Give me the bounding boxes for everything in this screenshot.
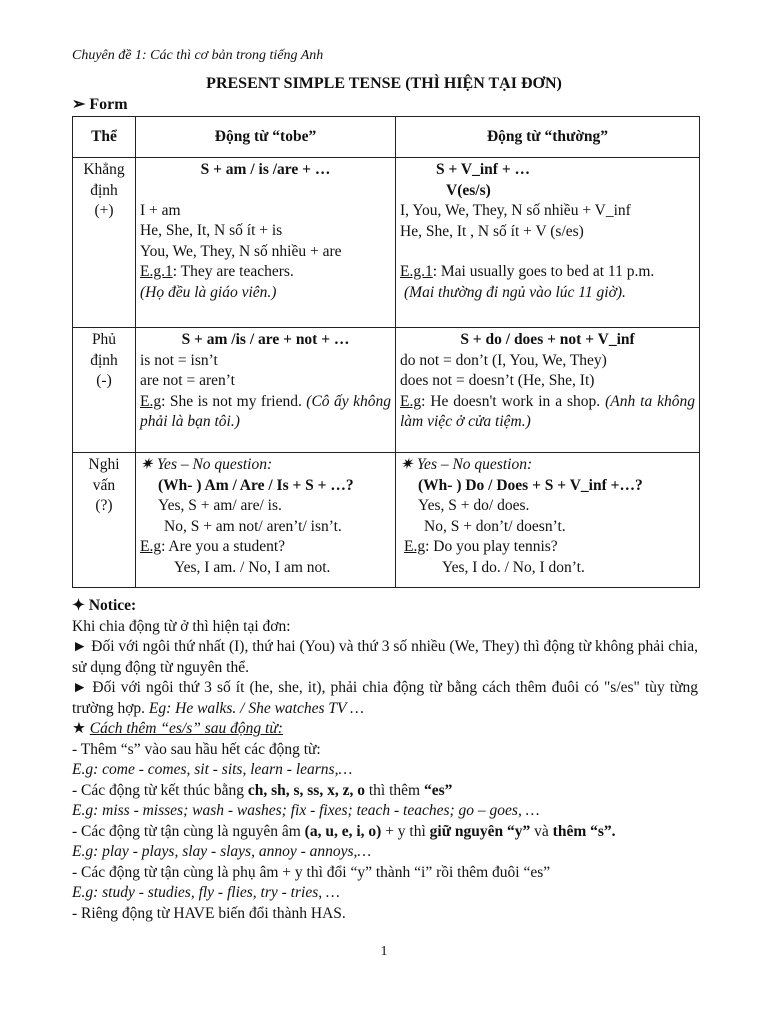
page-title: PRESENT SIMPLE TENSE (THÌ HIỆN TẠI ĐƠN) <box>206 75 562 92</box>
header-tobe: Động từ “tobe” <box>136 117 396 158</box>
affirmative-normal-cell: S + V_inf + … V(es/s) I, You, We, They, N số nhiều + V_inf He, She, It , N số ít + V (s/es) E.g.1: Mai usually goes to bed at 11 p.m. (Mai thường đi ngủ vào lúc 11 giờ). <box>396 158 700 328</box>
affirmative-normal-translation: (Mai thường đi ngủ vào lúc 11 giờ). <box>404 283 626 301</box>
interrogative-normal-formula: (Wh- ) Do / Does + S + V_inf +…? <box>418 476 643 494</box>
rule-2-example: E.g: miss - misses; wash - washes; fix - fixes; teach - teaches; go – goes, … <box>72 802 540 819</box>
affirmative-normal-example: E.g.1: Mai usually goes to bed at 11 p.m. <box>400 263 655 280</box>
grammar-table <box>72 116 700 588</box>
table-row-interrogative <box>73 453 700 588</box>
negative-tobe-formula: S + am /is / are + not + … <box>181 331 350 348</box>
rule-heading: ★ Cách thêm “es/s” sau động từ: <box>72 720 283 737</box>
interrogative-tobe-answer: Yes, I am. / No, I am not. <box>174 558 331 576</box>
rule-5: - Riêng động từ HAVE biến đổi thành HAS. <box>72 904 346 922</box>
label-interrogative: Nghi vấn (?) <box>73 453 136 588</box>
negative-normal-cell: S + do / does + not + V_inf do not = don’t (I, You, We, They) does not = doesn’t (He, She, It) E.g: He doesn't work in a shop. (Anh ta không làm việc ở cửa tiệm.) <box>396 328 700 453</box>
table-header-row <box>73 117 700 158</box>
table-row-affirmative <box>73 158 700 328</box>
negative-normal-example: E.g: He doesn't work in a shop. (Anh ta không làm việc ở cửa tiệm.) <box>400 392 695 430</box>
notice-point-2: ► Đối với ngôi thứ 3 số ít (he, she, it), phải chia động từ bằng cách thêm đuôi có "s/es" tùy từng trường hợp. Eg: He walks. / She watches TV … <box>72 679 698 717</box>
interrogative-normal-question-type: ✷ Yes – No question: <box>400 456 533 473</box>
rule-1: - Thêm “s” vào sau hầu hết các động từ: <box>72 740 321 758</box>
affirmative-normal-formula-variant: V(es/s) <box>446 181 491 199</box>
interrogative-tobe-formula: (Wh- ) Am / Are / Is + S + …? <box>158 476 354 494</box>
notice-point-1: ► Đối với ngôi thứ nhất (I), thứ hai (You) và thứ 3 số nhiều (We, They) thì động từ không phải chia, sử dụng động từ nguyên thể. <box>72 638 698 676</box>
interrogative-tobe-cell: ✷ Yes – No question: (Wh- ) Am / Are / Is + S + …? Yes, S + am/ are/ is. No, S + am not/ aren’t/ isn’t. E.g: Are you a student? Yes, I am. / No, I am not. <box>136 453 396 588</box>
header-form-type: Thể <box>73 117 136 158</box>
rule-4: - Các động từ tận cùng là phụ âm + y thì đổi “y” thành “i” rồi thêm đuôi “es” <box>72 863 551 881</box>
label-affirmative: Khẳng định (+) <box>73 158 136 328</box>
affirmative-tobe-example: E.g.1: They are teachers. <box>140 263 294 280</box>
affirmative-tobe-cell: S + am / is /are + … I + am He, She, It, N số ít + is You, We, They, N số nhiều + are E.g.1: They are teachers. (Họ đều là giáo viên.) <box>136 158 396 328</box>
header-normal-verb: Động từ “thường” <box>396 117 700 158</box>
interrogative-normal-answer: Yes, I do. / No, I don’t. <box>442 558 585 576</box>
page-number: 1 <box>380 944 388 959</box>
negative-tobe-cell: S + am /is / are + not + … is not = isn’t are not = aren’t E.g: She is not my friend. (Cô ấy không phải là bạn tôi.) <box>136 328 396 453</box>
rule-3-example: E.g: play - plays, slay - slays, annoy - annoys,… <box>72 843 372 860</box>
notice-intro: Khi chia động từ ở thì hiện tại đơn: <box>72 617 291 635</box>
interrogative-normal-cell: ✷ Yes – No question: (Wh- ) Do / Does + S + V_inf +…? Yes, S + do/ does. No, S + don’t/ doesn’t. E.g: Do you play tennis? Yes, I do. / No, I don’t. <box>396 453 700 588</box>
rule-1-example: E.g: come - comes, sit - sits, learn - learns,… <box>72 761 353 778</box>
table-row-negative <box>73 328 700 453</box>
rule-3: - Các động từ tận cùng là nguyên âm (a, u, e, i, o) + y thì giữ nguyên “y” và thêm “s”. <box>72 822 616 840</box>
notice-section <box>72 596 698 924</box>
star-icon: ★ <box>72 720 90 737</box>
affirmative-tobe-formula: S + am / is /are + … <box>200 161 331 178</box>
negative-tobe-example: E.g: She is not my friend. (Cô ấy không phải là bạn tôi.) <box>140 392 391 430</box>
interrogative-tobe-example: E.g: Are you a student? <box>140 538 286 555</box>
negative-normal-formula: S + do / does + not + V_inf <box>460 331 635 348</box>
label-negative: Phủ định (-) <box>73 328 136 453</box>
rule-4-example: E.g: study - studies, fly - flies, try - tries, … <box>72 884 340 901</box>
notice-heading: ✦ Notice: <box>72 597 137 614</box>
page-header: Chuyên đề 1: Các thì cơ bản trong tiếng Anh <box>72 48 324 63</box>
affirmative-normal-formula: S + V_inf + … <box>436 161 531 178</box>
rule-2: - Các động từ kết thúc bằng ch, sh, s, ss, x, z, o thì thêm “es” <box>72 781 453 799</box>
interrogative-tobe-question-type: ✷ Yes – No question: <box>140 456 273 473</box>
interrogative-normal-example: E.g: Do you play tennis? <box>404 538 558 555</box>
affirmative-tobe-translation: (Họ đều là giáo viên.) <box>140 283 277 301</box>
form-section-label: ➢ Form <box>72 96 128 113</box>
